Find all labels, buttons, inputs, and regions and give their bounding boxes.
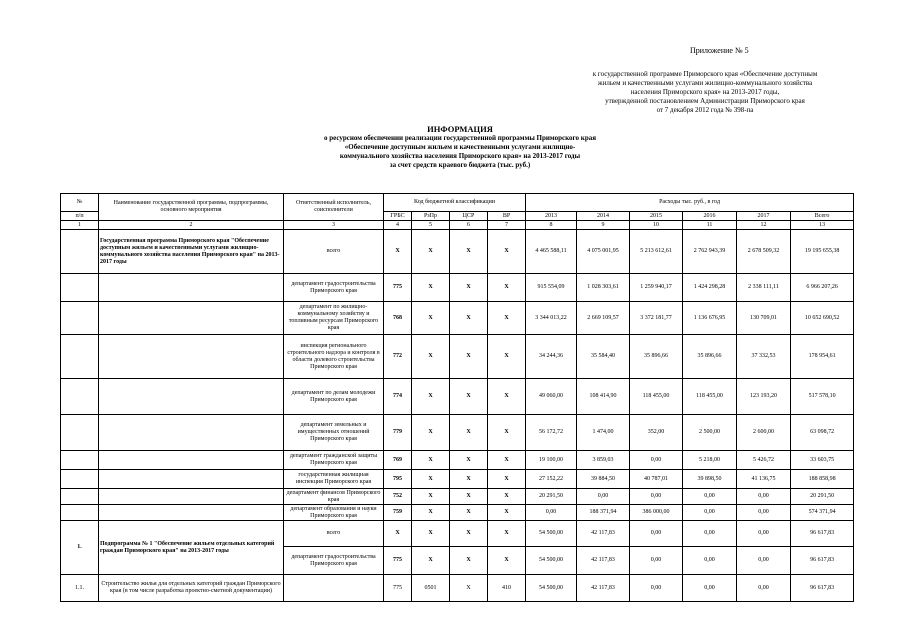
value-2013: 19 100,00	[526, 451, 577, 470]
header-expenses: Расходы тыс. руб., в год	[526, 194, 854, 212]
column-number-row	[61, 221, 854, 230]
value-2013: 54 500,00	[526, 521, 577, 547]
row-number	[61, 335, 99, 379]
vr-cell: X	[488, 335, 526, 379]
executor-cell: департамент градостроительства Приморского края	[284, 547, 384, 575]
document-heading	[270, 125, 650, 170]
appendix-label: Приложение № 5	[690, 46, 749, 55]
value-2015: 0,00	[630, 547, 683, 575]
value-2014: 35 584,40	[577, 335, 630, 379]
vr-cell: X	[488, 547, 526, 575]
executor-cell: департамент градостроительства Приморского края	[284, 274, 384, 302]
approval-line: жильем и качественными услугами жилищно-коммунального хозяйства	[597, 79, 813, 87]
executor-cell: департамент финансов Приморского края	[284, 489, 384, 505]
value-total: 96 617,83	[791, 575, 854, 602]
row-number	[61, 302, 99, 335]
executor-cell: всего	[284, 521, 384, 547]
table-row	[61, 274, 854, 302]
value-total: 19 195 655,38	[791, 230, 854, 274]
rzpr-cell: X	[412, 470, 450, 489]
header-executor: Ответственный исполнитель, соисполнители	[284, 194, 384, 221]
value-2017: 2 600,00	[737, 415, 791, 451]
rzpr-cell: X	[412, 505, 450, 521]
value-total: 10 652 690,52	[791, 302, 854, 335]
value-2016: 1 424 298,28	[683, 274, 737, 302]
value-total: 574 371,94	[791, 505, 854, 521]
row-number	[61, 451, 99, 470]
value-total: 6 966 207,26	[791, 274, 854, 302]
grbs-cell: X	[384, 521, 412, 547]
value-2016: 39 898,50	[683, 470, 737, 489]
vr-cell: X	[488, 302, 526, 335]
column-number: 10	[630, 221, 683, 230]
column-number: 11	[683, 221, 737, 230]
header-2013: 2013	[526, 212, 577, 221]
executor-cell: департамент по делам молодежи Приморского края	[284, 379, 384, 415]
vr-cell: X	[488, 274, 526, 302]
value-2013: 3 344 013,22	[526, 302, 577, 335]
csr-cell: X	[450, 470, 488, 489]
value-2017: 123 193,20	[737, 379, 791, 415]
approval-line: от 7 декабря 2012 года № 398-па	[656, 106, 754, 114]
value-total: 96 617,83	[791, 521, 854, 547]
executor-cell: департамент земельных и имущественных отношений Приморского края	[284, 415, 384, 451]
vr-cell: X	[488, 505, 526, 521]
header-2015: 2015	[630, 212, 683, 221]
value-total: 20 291,50	[791, 489, 854, 505]
item-name: Строительство жилья для отдельных категорий граждан Приморского края (в том числе разработка проектно-сметной документации)	[99, 575, 284, 602]
column-number: 8	[526, 221, 577, 230]
table-row	[61, 489, 854, 505]
row-number	[61, 230, 99, 274]
value-2017: 130 709,01	[737, 302, 791, 335]
value-2017: 5 426,72	[737, 451, 791, 470]
approval-line: населения Приморского края» на 2013-2017 годы,	[630, 88, 780, 96]
executor-cell: департамент гражданской защиты Приморского края	[284, 451, 384, 470]
grbs-cell: X	[384, 230, 412, 274]
value-2015: 118 455,00	[630, 379, 683, 415]
table-row	[61, 521, 854, 547]
executor-cell: департамент образования и науки Приморского края	[284, 505, 384, 521]
header-rzpr: РзПр	[412, 212, 450, 221]
header-total: Всего	[791, 212, 854, 221]
value-2015: 1 259 940,17	[630, 274, 683, 302]
program-name: Государственная программа Приморского края "Обеспечение доступным жильем и качественными услугами жилищно-коммунального хозяйства населения Приморского края" на 2013-2017 годы	[99, 230, 284, 274]
table-row	[61, 505, 854, 521]
resource-table	[60, 193, 854, 602]
name-cell	[99, 415, 284, 451]
rzpr-cell: X	[412, 451, 450, 470]
value-2017: 0,00	[737, 547, 791, 575]
column-number: 12	[737, 221, 791, 230]
column-number: 1	[61, 221, 99, 230]
csr-cell: X	[450, 451, 488, 470]
value-2013: 0,00	[526, 505, 577, 521]
subprogram-1-section	[61, 521, 854, 575]
approval-note	[560, 70, 850, 115]
rzpr-cell: X	[412, 521, 450, 547]
value-2014: 39 884,50	[577, 470, 630, 489]
header-grbs: ГРБС	[384, 212, 412, 221]
row-number	[61, 489, 99, 505]
value-total: 63 098,72	[791, 415, 854, 451]
value-2015: 3 372 181,77	[630, 302, 683, 335]
document-title: ИНФОРМАЦИЯ	[427, 124, 493, 134]
value-2016: 1 136 676,95	[683, 302, 737, 335]
value-2014: 4 075 001,95	[577, 230, 630, 274]
csr-cell: X	[450, 230, 488, 274]
item-1-1-section	[61, 575, 854, 602]
csr-cell: X	[450, 521, 488, 547]
name-cell	[99, 302, 284, 335]
vr-cell: 410	[488, 575, 526, 602]
header-2016: 2016	[683, 212, 737, 221]
value-2014: 1 028 303,61	[577, 274, 630, 302]
value-2014: 2 669 109,57	[577, 302, 630, 335]
header-num-sub: п/п	[61, 212, 99, 221]
value-2013: 20 291,50	[526, 489, 577, 505]
executor-cell	[284, 575, 384, 602]
column-number: 5	[412, 221, 450, 230]
value-2014: 42 117,83	[577, 521, 630, 547]
rzpr-cell: 0501	[412, 575, 450, 602]
grbs-cell: 775	[384, 274, 412, 302]
value-2016: 35 896,66	[683, 335, 737, 379]
vr-cell: X	[488, 451, 526, 470]
grbs-cell: 775	[384, 547, 412, 575]
grbs-cell: 752	[384, 489, 412, 505]
vr-cell: X	[488, 470, 526, 489]
value-2017: 41 136,75	[737, 470, 791, 489]
heading-line: за счет средств краевого бюджета (тыс. руб.)	[389, 161, 531, 169]
heading-line: коммунального хозяйства населения Приморского края» на 2013-2017 годы	[339, 152, 581, 160]
value-2016: 0,00	[683, 575, 737, 602]
value-2015: 35 896,66	[630, 335, 683, 379]
executor-cell: инспекция регионального строительного надзора и контроля в области долевого строительства Приморского края	[284, 335, 384, 379]
csr-cell: X	[450, 335, 488, 379]
subprogram-name: Подпрограмма № 1 "Обеспечение жильем отдельных категорий граждан Приморского края" на 2013-2017 годы	[99, 521, 284, 575]
header-2017: 2017	[737, 212, 791, 221]
csr-cell: X	[450, 547, 488, 575]
value-2015: 0,00	[630, 489, 683, 505]
row-number: 1.	[61, 521, 99, 575]
name-cell	[99, 274, 284, 302]
value-2013: 54 500,00	[526, 575, 577, 602]
value-2015: 0,00	[630, 521, 683, 547]
table-row	[61, 230, 854, 274]
value-2014: 188 371,94	[577, 505, 630, 521]
table-row	[61, 379, 854, 415]
rzpr-cell: X	[412, 489, 450, 505]
executor-cell: департамент по жилищно-коммунальному хозяйству и топливным ресурсам Приморского края	[284, 302, 384, 335]
csr-cell: X	[450, 489, 488, 505]
row-number	[61, 470, 99, 489]
name-cell	[99, 489, 284, 505]
csr-cell: X	[450, 415, 488, 451]
vr-cell: X	[488, 415, 526, 451]
table-row	[61, 415, 854, 451]
value-2014: 1 474,00	[577, 415, 630, 451]
executor-cell: государственная жилищная инспекция Приморского края	[284, 470, 384, 489]
csr-cell: X	[450, 302, 488, 335]
column-number: 7	[488, 221, 526, 230]
rzpr-cell: X	[412, 274, 450, 302]
value-2015: 386 000,00	[630, 505, 683, 521]
value-2017: 0,00	[737, 521, 791, 547]
grbs-cell: 779	[384, 415, 412, 451]
value-2016: 5 218,00	[683, 451, 737, 470]
header-vr: ВР	[488, 212, 526, 221]
row-number	[61, 415, 99, 451]
table-row	[61, 575, 854, 602]
csr-cell: X	[450, 379, 488, 415]
value-2013: 4 465 588,11	[526, 230, 577, 274]
column-number: 3	[284, 221, 384, 230]
vr-cell: X	[488, 230, 526, 274]
value-2013: 54 500,00	[526, 547, 577, 575]
value-2016: 0,00	[683, 505, 737, 521]
grbs-cell: 775	[384, 575, 412, 602]
rzpr-cell: X	[412, 335, 450, 379]
name-cell	[99, 470, 284, 489]
executor-cell: всего	[284, 230, 384, 274]
value-2015: 5 213 612,61	[630, 230, 683, 274]
rzpr-cell: X	[412, 547, 450, 575]
vr-cell: X	[488, 521, 526, 547]
value-total: 517 578,10	[791, 379, 854, 415]
value-2017: 0,00	[737, 489, 791, 505]
header-2014: 2014	[577, 212, 630, 221]
name-cell	[99, 335, 284, 379]
grbs-cell: 759	[384, 505, 412, 521]
value-2014: 42 117,83	[577, 547, 630, 575]
heading-line: о ресурсном обеспечении реализации государственной программы Приморского края	[323, 134, 597, 142]
table-row	[61, 470, 854, 489]
column-number: 4	[384, 221, 412, 230]
grbs-cell: 774	[384, 379, 412, 415]
grbs-cell: 768	[384, 302, 412, 335]
row-number: 1.1.	[61, 575, 99, 602]
name-cell	[99, 379, 284, 415]
value-2017: 2 338 111,11	[737, 274, 791, 302]
value-2015: 352,00	[630, 415, 683, 451]
name-cell	[99, 505, 284, 521]
value-2014: 108 414,90	[577, 379, 630, 415]
column-number: 2	[99, 221, 284, 230]
csr-cell: X	[450, 274, 488, 302]
header-row	[61, 194, 854, 212]
value-2016: 0,00	[683, 547, 737, 575]
value-2013: 34 244,36	[526, 335, 577, 379]
header-num: №	[61, 194, 99, 212]
table-row	[61, 335, 854, 379]
value-2017: 0,00	[737, 505, 791, 521]
value-2016: 0,00	[683, 489, 737, 505]
value-2014: 0,00	[577, 489, 630, 505]
csr-cell: X	[450, 575, 488, 602]
value-2013: 49 060,00	[526, 379, 577, 415]
value-total: 178 954,61	[791, 335, 854, 379]
rzpr-cell: X	[412, 415, 450, 451]
header-name: Наименование государственной программы, подпрограммы, основного мероприятия	[99, 194, 284, 221]
heading-line: «Обеспечение доступным жильем и качественными услугами жилищно-	[344, 143, 576, 151]
program-section	[61, 230, 854, 521]
value-2013: 27 152,22	[526, 470, 577, 489]
value-2013: 915 554,09	[526, 274, 577, 302]
value-2017: 0,00	[737, 575, 791, 602]
value-2017: 37 332,53	[737, 335, 791, 379]
value-2015: 40 787,01	[630, 470, 683, 489]
value-2016: 118 455,00	[683, 379, 737, 415]
column-number: 13	[791, 221, 854, 230]
value-2014: 42 117,83	[577, 575, 630, 602]
column-number: 6	[450, 221, 488, 230]
table-row	[61, 302, 854, 335]
header-budget-code: Код бюджетной классификации	[384, 194, 526, 212]
value-2016: 2 762 943,39	[683, 230, 737, 274]
value-2015: 0,00	[630, 451, 683, 470]
vr-cell: X	[488, 489, 526, 505]
value-2015: 0,00	[630, 575, 683, 602]
row-number	[61, 505, 99, 521]
value-2016: 2 500,00	[683, 415, 737, 451]
column-number: 9	[577, 221, 630, 230]
grbs-cell: 772	[384, 335, 412, 379]
value-total: 96 617,83	[791, 547, 854, 575]
row-number	[61, 379, 99, 415]
value-2017: 2 678 509,32	[737, 230, 791, 274]
rzpr-cell: X	[412, 302, 450, 335]
value-total: 33 603,75	[791, 451, 854, 470]
approval-line: к государственной программе Приморского края «Обеспечение доступным	[592, 70, 818, 78]
header-csr: ЦСР	[450, 212, 488, 221]
grbs-cell: 795	[384, 470, 412, 489]
vr-cell: X	[488, 379, 526, 415]
value-2014: 3 859,03	[577, 451, 630, 470]
grbs-cell: 769	[384, 451, 412, 470]
value-2013: 56 172,72	[526, 415, 577, 451]
value-total: 188 858,98	[791, 470, 854, 489]
value-2016: 0,00	[683, 521, 737, 547]
rzpr-cell: X	[412, 230, 450, 274]
csr-cell: X	[450, 505, 488, 521]
row-number	[61, 274, 99, 302]
name-cell	[99, 451, 284, 470]
table-row	[61, 451, 854, 470]
rzpr-cell: X	[412, 379, 450, 415]
approval-line: утвержденной постановлением Администрации Приморского края	[605, 97, 805, 105]
